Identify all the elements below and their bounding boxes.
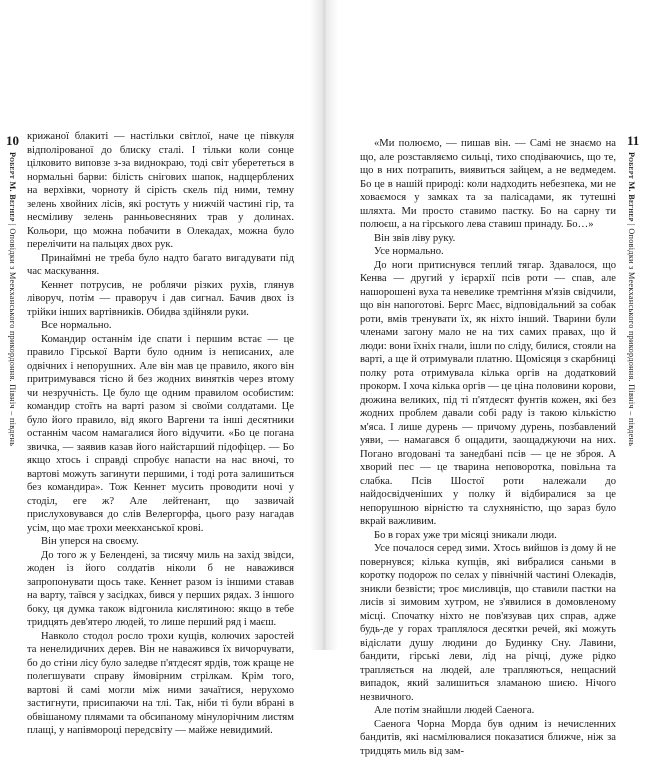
right-running-head-separator: | bbox=[627, 224, 636, 228]
left-page-text bbox=[27, 130, 294, 738]
paragraph: «Ми полюємо, — пишав він. — Самі не знаємо на що, але розставляємо сильці, тихо сподіваючись, що те, що в них потрапить, виявиться зайцем, а не ведмедем. Бо це в нашій природі: коли надходить небезпека, ми не ховаємося у замках та за палісадами, як тутешні шляхта. Ми просто ставимо пастку. Бо на сарну ти полюєш, а на гірського лева ставиш принаду. Бо…» bbox=[360, 137, 616, 232]
paragraph: До того ж у Белендені, за тисячу миль на захід звідси, жоден із його солдатів ніколи б не наважився запропонувати щось таке. Кеннет разом із іншими ставав на варту, таївся у засідках, бився у перших рядах. З іншого боку, ця думка також відгонила кислятиною: якщо в тебе тридцять дев'ятеро людей, то лише перший ряд і маєш. bbox=[27, 549, 294, 630]
paragraph: Усе почалося серед зими. Хтось вийшов із дому й не повернувся; кілька купців, які вибралися саньми в коротку подорож по селах у північній частині Олекадів, зникли безвісти; троє мисливців, що ставили пастки на лисів зі зимовим хутром, не з'явилися в домовленому місці. Спочатку ніхто не пов'язував цих справ, адже будь-де у горах траплялося десятки речей, які можуть відіслати душу людини до Будинку Сну. Лавини, бандити, гірські леви, лід на річці, дуже рідко трапляється на людей, але трапляються, нещасний випадок, який залишиться зламаною шиєю. Нічого незвичного. bbox=[360, 542, 616, 704]
right-running-head-author: Роберт М. Вегнер bbox=[627, 152, 636, 222]
paragraph: До ноги притиснувся теплий тягар. Здавалося, що Кенва — другий у ієрархії псів роти — спав, але нашорошені вуха та невелике тремтіння м'язів свідчили, що він напоготові. Бергс Маєс, відповідальний за собак роти, вмів тренувати їх, як ніхто інший. Тварини були членами загону мало не на тих самих правах, що й люди: вони їхніх гнали, ішли по сліду, билися, стояли на варті, а ще й отримували платню. Щомісяця з скарбниці полку рота отримувала кілька оргів на додатковий прокорм. І хоча кілька оргів — це ціна половини корови, дюжина великих, під ті п'ятдесят фунтів кожен, які без жодних проблем давали собі раду із такою кількістю м'яса. І лише дурень — причому дурень, позбавлений уяви, — намагався б ощадити, заощаджуючи на них. Погано вгодовані та занедбані псів — це не зброя. А хворий пес — це тварина неповоротка, повільна та слабка. Псів Шостої роти належали до найдосвідченіших у полку й відбиралися за це непорушною вірністю та слухняністю, що зараз було вкрай важливим. bbox=[360, 259, 616, 529]
paragraph: Навколо стодол росло трохи кущів, колючих заростей та ненелидичних дерев. Він не наважився їх вичорчувати, бо до стіни лісу було заледве п'ятдесят ярдів, тож краще не полегшувати справу ймовірним стрілкам. Крім того, вартові й самі могли між ними зачаїтися, нерухомо застигнути, присипаючи на тлі. Так, ніби ті були вбрані в обвішаному плямами та обсипаному мінулорічним листям плащі, у напівмороці передсвіту — майже невидимий. bbox=[27, 630, 294, 738]
paragraph: Він уперся на своєму. bbox=[27, 535, 294, 549]
left-running-head-separator: | bbox=[8, 224, 17, 228]
paragraph: Все нормально. bbox=[27, 319, 294, 333]
left-page-number: 10 bbox=[6, 134, 19, 147]
right-page-text bbox=[360, 137, 616, 758]
paragraph: Він звів ліву руку. bbox=[360, 232, 616, 246]
right-running-head bbox=[624, 152, 638, 532]
paragraph: Бо в горах уже три місяці зникали люди. bbox=[360, 529, 616, 543]
paragraph: крижаної блакиті — настільки світлої, наче це півкуля відполірованої до блиску сталі. І тільки коли сонце цілковито виповзе з-за виднокраю, тоді світ уберететься в нормальні барви: білість снігових шапок, надщерблених на верхівки, чорноту й сірість скель під ними, темну зелень хвойних лісів, які ростуть у нижчій частині гір, та несміливу зелень ранньовесняних трав у долинах. Кольори, що можна побачити в Олекадах, можна було перелічити на пальцях двох рук. bbox=[27, 130, 294, 252]
left-running-head-title: Оповідки з Меекханського прикордоння. Північ – південь bbox=[8, 228, 17, 446]
paragraph: Командир останнім іде спати і першим встає — це правило Гірської Варти було одним із неписаних, але одвічних і непорушних. Але він мав це правило, якого він притримувався тісно й без жодних винятків через втому чи незручність. Це було ще одним правилом особистим: командир стоїть на варті разом зі своїми солдатами. Це було його правило, від якого Варгени та інші десятники останнім часом намагалися його відучити. «Бо це погана звичка, — заявив казав його найстарший підофіцер. — Бо якщо хтось і справді спробує напасти на нас вночі, то вартові можуть загинути першими, і тоді рота залишиться без командира». Тож Кеннет мусить проводити ночі у стоділ, еге ж? Але лейтенант, що зазвичай прислуховувався до слів Велергорфа, цього разу нагадав усім, що має трохи меекханської крові. bbox=[27, 333, 294, 536]
paragraph: Саенога Чорна Морда був одним із нечисленних бандитів, які насмілювалися показатися ближче, ніж за тридцять миль від зам- bbox=[360, 718, 616, 758]
gutter-shadow bbox=[310, 0, 338, 650]
left-running-head bbox=[5, 152, 19, 532]
left-running-head-author: Роберт М. Вегнер bbox=[8, 152, 17, 222]
paragraph: Кеннет потрусив, не роблячи різких рухів, глянув ліворуч, потім — праворуч і дав сигнал. Бачив двох із трійки інших вартівників. Обидва здійняли руки. bbox=[27, 279, 294, 320]
right-running-head-title: Оповідки з Меекханського прикордоння. Північ – південь bbox=[627, 228, 636, 446]
paragraph: Принаймні не треба було надто багато вигадувати під час маскування. bbox=[27, 252, 294, 279]
right-page-number: 11 bbox=[627, 134, 639, 147]
paragraph: Але потім знайшли людей Саенога. bbox=[360, 704, 616, 718]
paragraph: Усе нормально. bbox=[360, 245, 616, 259]
